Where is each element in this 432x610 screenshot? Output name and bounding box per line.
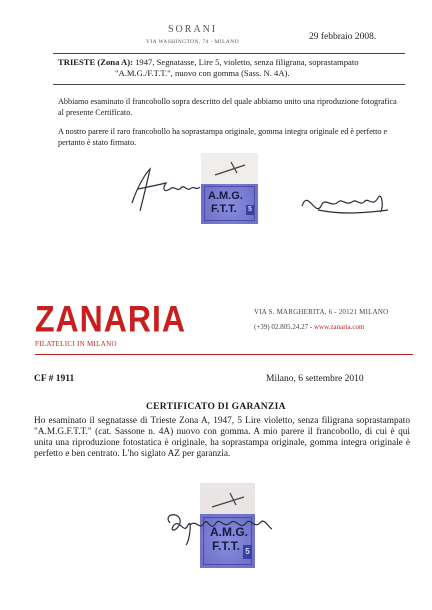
signature-right: [298, 180, 398, 225]
stamp-description: [58, 57, 403, 79]
certificate-date: 29 febbraio 2008.: [309, 32, 377, 42]
issuer-name: SORANI: [168, 24, 218, 35]
zanaria-contacts: [254, 323, 364, 331]
stamp-value: 5: [246, 205, 254, 215]
margin-signature-mark: [201, 153, 258, 184]
signature-left: [128, 165, 208, 215]
zanaria-address: VIA S. MARGHERITA, 6 - 20121 MILANO: [254, 308, 389, 316]
certificate-title: CERTIFICATO DI GARANZIA: [146, 402, 286, 412]
stamp-value: 5: [243, 545, 252, 559]
certificate-body: Ho esaminato il segnatasse di Trieste Zona A, 1947, 5 Lire violetto, senza filigrana soprastampato "A.M.G.F.T.T." (cat. Sassone n. 4A) nuovo con gomma. A mio parere il francobollo, di cui è qui unita una riproduzione fotostatica è originale, ha soprastampa originale, gomma integra originale è perfetto e ben centrato. L'ho siglato AZ per garanzia.: [34, 416, 410, 459]
overprint-line1: A.M.G.: [208, 190, 243, 202]
stamp-photo-top: [201, 153, 258, 224]
issuer-address: VIA WASHINGTON, 74 - MILANO: [146, 39, 239, 45]
zanaria-subtitle: FILATELICI IN MILANO: [35, 340, 117, 348]
overprint-line2: F.T.T.: [212, 539, 241, 553]
paragraph-examined: Abbiamo esaminato il francobollo sopra descritto del quale abbiamo unito una riproduzione fotografica al presente Certificato.: [58, 97, 397, 117]
signature-zanaria: [160, 505, 280, 550]
zanaria-phone: (+39) 02.805.24.27 -: [254, 323, 314, 331]
zanaria-logo: ZANARIA: [35, 298, 186, 340]
place-date: Milano, 6 settembre 2010: [266, 374, 364, 384]
certificate-number: CF # 1911: [34, 374, 75, 384]
zanaria-website: www.zanaria.com: [313, 323, 365, 331]
description-bold: TRIESTE (Zona A):: [58, 57, 133, 67]
paragraph-opinion: A nostro parere il raro francobollo ha soprastampa originale, gomma integra originale ed è perfetto e pertanto è stato firmato.: [58, 127, 388, 147]
description-line1: 1947, Segnatasse, Lire 5, violetto, senza filigrana, soprastampato: [132, 57, 359, 67]
overprint-line1: A.M.G.: [210, 525, 248, 539]
overprint-line2: F.T.T.: [211, 203, 237, 215]
description-line2: "A.M.G./F.T.T.", nuovo con gomma (Sass. N. 4A).: [115, 68, 290, 78]
divider-bottom: [53, 84, 405, 85]
divider-top: [53, 53, 405, 54]
header-divider: [35, 354, 413, 355]
